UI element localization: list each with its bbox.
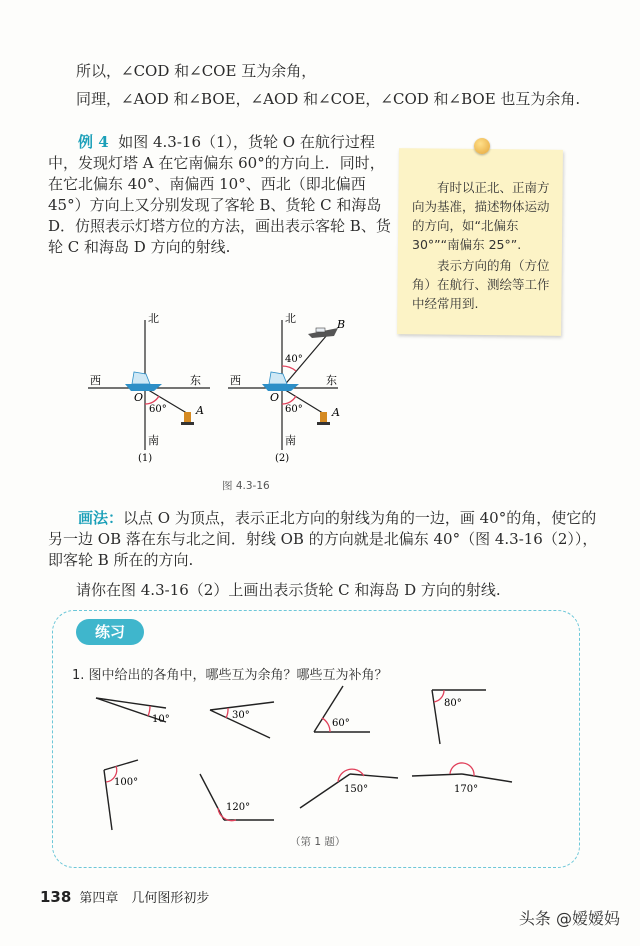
- example-paragraph: [48, 132, 393, 258]
- angle-60-label-2: 60°: [285, 404, 303, 415]
- method-prompt: 请你在图 4.3-16（2）上画出表示货轮 C 和海岛 D 方向的射线.: [76, 581, 501, 599]
- watermark: 头条 @嫒嫒妈: [518, 909, 620, 928]
- exercise-tag: 练习: [76, 619, 144, 645]
- east-label-2: 东: [326, 374, 337, 387]
- compass-figure-1: [88, 312, 210, 464]
- point-o-label-2: O: [270, 391, 280, 404]
- note-paragraph-1: 有时以正北、正南方向为基准，描述物体运动的方向，如“北偏东 30°”“南偏东 25°”.: [412, 180, 550, 252]
- angle-80: [432, 690, 486, 744]
- subfigure-2-label: (2): [275, 453, 290, 464]
- compass-figure-2: [228, 312, 345, 464]
- example-text: 如图 4.3-16（1），货轮 O 在航行过程中，发现灯塔 A 在它南偏东 60°的方向上．同时，在它北偏东 40°、南偏西 10°、西北（即北偏西 45°）方向上又分别发现了客轮 B、货轮 C 和海岛 D．仿照表示灯塔方位的方法，画出表示客轮 B、货轮 C 和海岛 D 方向的射线.: [48, 133, 391, 256]
- angle-label-10: 10°: [152, 714, 170, 725]
- page-number: 138: [40, 888, 72, 906]
- south-label: 南: [148, 434, 159, 447]
- angle-170: [412, 763, 512, 795]
- angle-60-label: 60°: [149, 404, 167, 415]
- figure-caption: 图 4.3-16: [222, 480, 270, 492]
- figure-4-3-16: [0, 300, 640, 500]
- south-label-2: 南: [285, 434, 296, 447]
- angle-label-100: 100°: [114, 777, 139, 788]
- exercise-question: 1. 图中给出的各角中，哪些互为余角？哪些互为补角？: [72, 668, 388, 683]
- angle-figures: [60, 680, 580, 860]
- page-footer: [40, 887, 209, 906]
- angle-150: [300, 769, 398, 808]
- angle-10: [96, 698, 170, 725]
- subfigure-1-label: (1): [138, 453, 153, 464]
- point-b-label: B: [337, 318, 346, 331]
- method-label: 画法：: [78, 509, 124, 527]
- example-label: 例 4: [78, 133, 109, 151]
- pushpin-icon: [474, 138, 490, 154]
- angle-30: [210, 702, 274, 738]
- angle-60: [314, 686, 370, 732]
- exercise-caption: （第 1 题）: [290, 836, 346, 848]
- text-line-1: 所以，∠COD 和∠COE 互为余角，: [76, 62, 317, 80]
- note-text: [412, 178, 552, 313]
- method-text: 以点 O 为顶点，表示正北方向的射线为角的一边，画 40°的角，使它的另一边 OB 落在东与北之间．射线 OB 的方向就是北偏东 40°（图 4.3-16（2）），即客轮 B 所在的方向.: [48, 509, 598, 569]
- west-label: 西: [90, 374, 101, 387]
- chapter-title: 第四章 几何图形初步: [79, 891, 210, 906]
- north-label: 北: [148, 312, 159, 325]
- angle-100: [104, 760, 138, 830]
- north-label-2: 北: [285, 312, 296, 325]
- method-paragraph: [48, 508, 608, 571]
- east-label: 东: [190, 374, 201, 387]
- note-paragraph-2: 表示方向的角（方位角）在航行、测绘等工作中经常用到.: [412, 258, 550, 311]
- angle-120: [200, 774, 274, 821]
- point-a-label-2: A: [332, 406, 340, 419]
- point-a-label: A: [196, 404, 204, 417]
- text-line-2: 同理，∠AOD 和∠BOE，∠AOD 和∠COE，∠COD 和∠BOE 也互为余角.: [76, 90, 581, 108]
- angle-label-170: 170°: [454, 784, 479, 795]
- angle-label-60: 60°: [332, 718, 350, 729]
- west-label-2: 西: [230, 374, 241, 387]
- angle-40-label: 40°: [285, 354, 303, 365]
- angle-label-80: 80°: [444, 698, 462, 709]
- point-o-label: O: [134, 391, 144, 404]
- angle-label-150: 150°: [344, 784, 369, 795]
- angle-label-30: 30°: [232, 710, 250, 721]
- angle-label-120: 120°: [226, 802, 251, 813]
